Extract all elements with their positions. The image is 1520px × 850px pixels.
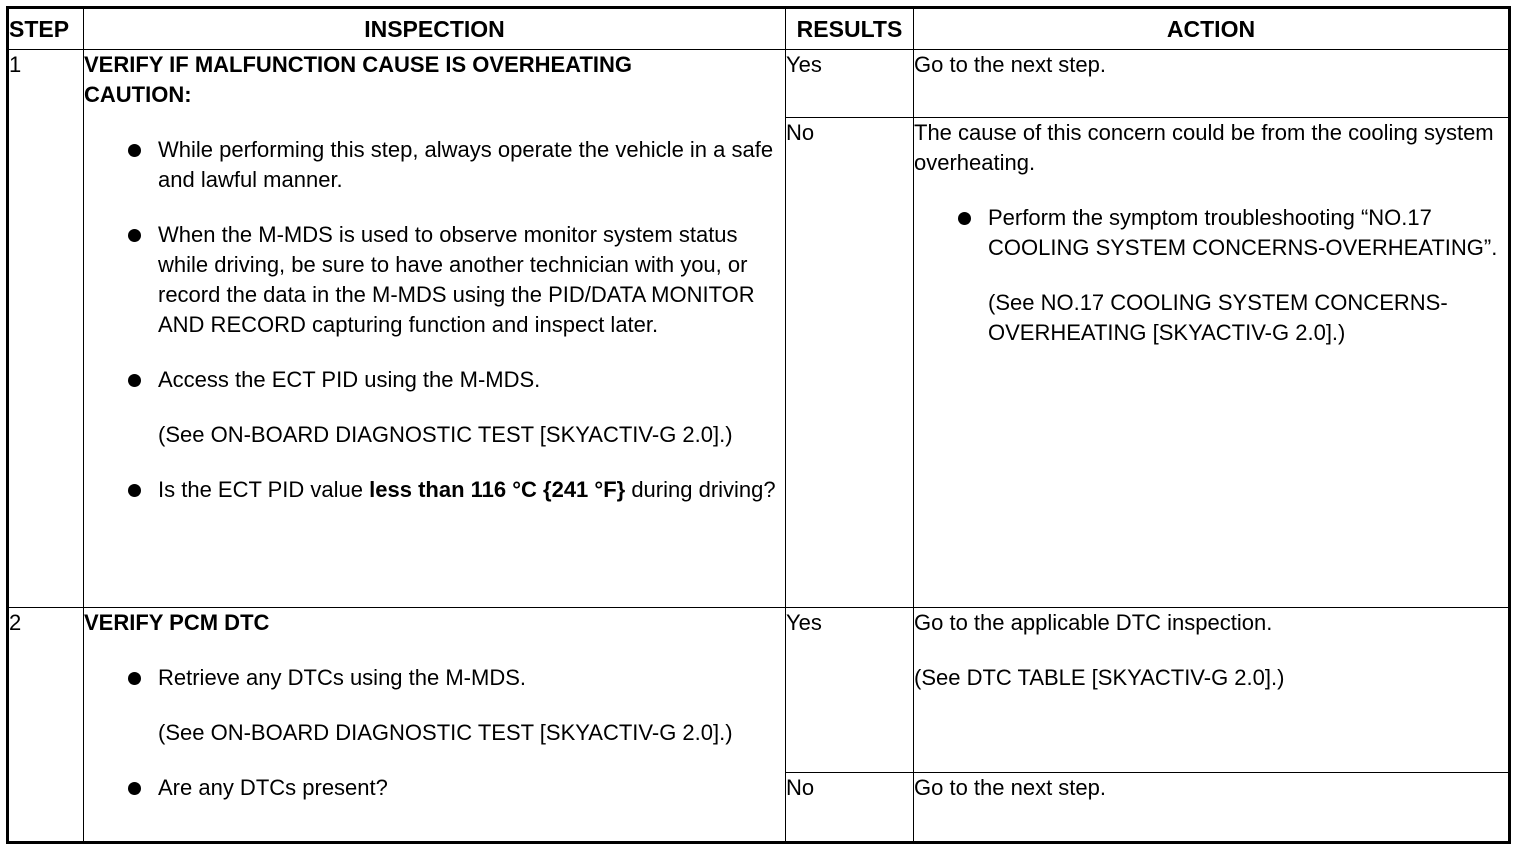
step-1-action-bullet-list bbox=[914, 203, 1508, 348]
list-item bbox=[84, 663, 785, 748]
bullet-icon bbox=[128, 672, 141, 685]
step-1-bullet-3-text: Access the ECT PID using the M-MDS. bbox=[158, 367, 541, 392]
step-1-bullet-4-post: during driving? bbox=[625, 477, 776, 502]
list-item bbox=[84, 773, 785, 803]
bullet-icon bbox=[128, 782, 141, 795]
step-1-row-yes bbox=[8, 50, 1510, 118]
step-2-action-yes-reference: (See DTC TABLE [SKYACTIV-G 2.0].) bbox=[914, 665, 1285, 690]
step-1-bullet-4-pre: Is the ECT PID value bbox=[158, 477, 370, 502]
bullet-icon bbox=[128, 374, 141, 387]
step-1-action-no-text: The cause of this concern could be from the cooling system overheating. bbox=[914, 120, 1494, 175]
step-2-result-no: No bbox=[786, 773, 914, 843]
step-2-row-yes bbox=[8, 608, 1510, 773]
step-2-number: 2 bbox=[8, 608, 84, 843]
step-2-action-yes-text: Go to the applicable DTC inspection. bbox=[914, 610, 1273, 635]
step-1-bullet-2-text: When the M-MDS is used to observe monitor system status while driving, be sure to have another technician with you, or record the data in the M-MDS using the PID/DATA MONITOR AND RECORD capturing function and inspect later. bbox=[158, 222, 755, 337]
list-item bbox=[84, 135, 785, 195]
list-item bbox=[914, 203, 1508, 348]
header-inspection: INSPECTION bbox=[84, 8, 786, 50]
step-1-result-no: No bbox=[786, 118, 914, 608]
header-row bbox=[8, 8, 1510, 50]
step-1-action-yes: Go to the next step. bbox=[914, 50, 1510, 118]
bullet-icon bbox=[128, 484, 141, 497]
step-1-action-reference: (See NO.17 COOLING SYSTEM CONCERNS-OVERHEATING [SKYACTIV-G 2.0].) bbox=[988, 290, 1448, 345]
step-2-bullet-list bbox=[84, 663, 785, 803]
bullet-icon bbox=[128, 144, 141, 157]
step-2-bullet-2-text: Are any DTCs present? bbox=[158, 775, 388, 800]
list-item bbox=[84, 365, 785, 450]
step-2-bullet-1-reference: (See ON-BOARD DIAGNOSTIC TEST [SKYACTIV-G 2.0].) bbox=[158, 720, 733, 745]
step-1-action-bullet-text: Perform the symptom troubleshooting “NO.17 COOLING SYSTEM CONCERNS-OVERHEATING”. bbox=[988, 205, 1498, 260]
step-1-bullet-3-reference: (See ON-BOARD DIAGNOSTIC TEST [SKYACTIV-G 2.0].) bbox=[158, 422, 733, 447]
step-2-result-yes: Yes bbox=[786, 608, 914, 773]
list-item bbox=[84, 475, 785, 505]
step-2-title: VERIFY PCM DTC bbox=[84, 610, 270, 635]
header-action: ACTION bbox=[914, 8, 1510, 50]
step-1-bullet-list bbox=[84, 135, 785, 505]
step-1-bullet-1-text: While performing this step, always operate the vehicle in a safe and lawful manner. bbox=[158, 137, 774, 192]
step-2-inspection bbox=[84, 608, 786, 843]
list-item bbox=[84, 220, 785, 340]
step-2-action-yes bbox=[914, 608, 1510, 773]
step-1-inspection bbox=[84, 50, 786, 608]
step-1-result-yes: Yes bbox=[786, 50, 914, 118]
step-1-action-no bbox=[914, 118, 1510, 608]
step-2-bullet-1-text: Retrieve any DTCs using the M-MDS. bbox=[158, 665, 526, 690]
step-1-title: VERIFY IF MALFUNCTION CAUSE IS OVERHEATING bbox=[84, 52, 632, 77]
step-2-action-no: Go to the next step. bbox=[914, 773, 1510, 843]
step-1-bullet-4-threshold: less than 116 °C {241 °F} bbox=[369, 477, 626, 502]
diagnostic-procedure-table bbox=[6, 6, 1511, 844]
bullet-icon bbox=[958, 212, 971, 225]
step-1-caution-label: CAUTION: bbox=[84, 82, 192, 107]
header-step: STEP bbox=[8, 8, 84, 50]
header-results: RESULTS bbox=[786, 8, 914, 50]
step-1-number: 1 bbox=[8, 50, 84, 608]
bullet-icon bbox=[128, 229, 141, 242]
